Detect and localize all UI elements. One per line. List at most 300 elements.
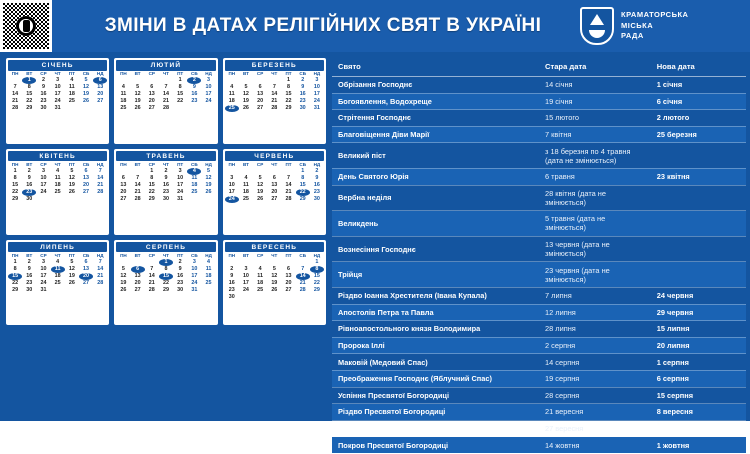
calendar-day: 4: [56, 258, 60, 265]
city-logo-line2: МІСЬКА: [621, 20, 654, 30]
calendar-day-empty: [239, 168, 253, 175]
calendar-day: 21: [97, 272, 104, 279]
calendar-day: 23: [191, 98, 198, 105]
cell-feast: Вербна неділя: [332, 185, 539, 211]
calendar-day: 18: [257, 279, 264, 286]
cell-new-date: [651, 143, 746, 169]
qr-code-icon[interactable]: [3, 3, 49, 49]
calendar-month: [223, 149, 326, 235]
calendar-day-empty: [93, 196, 107, 203]
calendar-week-row: [225, 77, 324, 84]
calendar-day: 18: [54, 272, 61, 279]
calendar-day: 29: [12, 286, 19, 293]
calendar-day: 21: [148, 279, 155, 286]
calendar-day: 11: [191, 175, 198, 182]
city-logo: [580, 0, 750, 52]
calendar-day: 1: [150, 168, 154, 175]
calendar-day: 18: [68, 91, 75, 98]
calendar-day: 15: [285, 91, 292, 98]
calendar-grid: [6, 58, 326, 416]
weekday-header: ЧТ: [271, 161, 278, 167]
calendar-day: 11: [120, 91, 127, 98]
calendar-day: 30: [26, 196, 33, 203]
weekday-header: ПН: [11, 252, 19, 258]
cell-feast: Богоявлення, Водохреще: [332, 93, 539, 110]
calendar-week-row: [8, 105, 107, 112]
weekday-header: СР: [148, 252, 155, 258]
calendar-day: 26: [83, 98, 90, 105]
calendar-day-empty: [65, 287, 79, 294]
calendar-day: 29: [313, 286, 320, 293]
calendar-day-empty: [51, 196, 65, 203]
calendar-day: 13: [148, 91, 155, 98]
calendar-day: 6: [131, 266, 145, 273]
cell-old-date: 7 квітня: [539, 126, 651, 143]
calendar-day-empty: [281, 259, 295, 266]
calendar-day: 5: [258, 175, 262, 182]
weekday-header: ЧТ: [54, 252, 61, 258]
calendar-day: 1: [301, 168, 305, 175]
calendar-day-empty: [65, 105, 79, 112]
cell-old-date: 7 липня: [539, 287, 651, 304]
cell-new-date: 14 вересня: [651, 420, 746, 437]
calendar-day: 6: [93, 77, 107, 84]
calendar-day: 12: [83, 84, 90, 91]
weekday-header: ПТ: [177, 252, 184, 258]
weekday-header: СБ: [82, 161, 90, 167]
calendar-day-empty: [116, 77, 130, 84]
calendar-day: 5: [136, 84, 140, 91]
cell-feast: Апостолів Петра та Павла: [332, 304, 539, 321]
weekday-header: ПТ: [285, 161, 292, 167]
calendar-table: [8, 162, 107, 203]
calendar-day: 15: [148, 182, 155, 189]
calendar-day: 13: [83, 175, 90, 182]
cell-new-date: [651, 262, 746, 288]
weekday-header: ПН: [228, 71, 236, 76]
cell-old-date: 19 січня: [539, 93, 651, 110]
weekday-header: СБ: [82, 71, 90, 76]
calendar-day: 4: [187, 168, 201, 175]
cell-old-date: 28 липня: [539, 321, 651, 338]
calendar-table: [8, 253, 107, 294]
calendar-day: 11: [205, 265, 212, 272]
calendar-day: 26: [271, 286, 278, 293]
calendar-week-row: [116, 280, 215, 287]
calendar-day: 14: [296, 273, 310, 280]
cell-old-date: 15 лютого: [539, 110, 651, 127]
calendar-day: 1: [178, 77, 182, 84]
calendar-day: 8: [13, 175, 17, 182]
calendar-day: 16: [313, 182, 320, 189]
calendar-day-empty: [65, 196, 79, 203]
calendar-day: 12: [271, 272, 278, 279]
calendar-day-empty: [131, 259, 145, 266]
column-header-old-date: Стара дата: [539, 58, 651, 77]
calendar-day: 13: [120, 182, 127, 189]
calendar-day: 2: [187, 77, 201, 84]
calendar-week-row: [8, 77, 107, 84]
calendar-day: 10: [54, 84, 61, 91]
calendar-day: 7: [164, 84, 168, 91]
calendar-week-row: [116, 287, 215, 294]
calendar-day: 25: [242, 196, 249, 203]
calendar-week-row: [8, 273, 107, 280]
calendar-day: 20: [285, 279, 292, 286]
calendar-day-empty: [173, 105, 187, 112]
calendar-week-row: [8, 182, 107, 189]
calendar-day: 25: [68, 98, 75, 105]
calendar-day: 25: [205, 279, 212, 286]
calendar-day: 12: [257, 182, 264, 189]
calendar-day-empty: [116, 259, 130, 266]
page-title: ЗМІНИ В ДАТАХ РЕЛІГІЙНИХ СВЯТ В УКРАЇНІ: [104, 15, 542, 36]
calendar-day: 17: [40, 272, 47, 279]
calendar-day: 11: [228, 91, 235, 98]
calendar-day: 17: [40, 182, 47, 189]
calendar-month: [6, 240, 109, 326]
weekday-header: ПТ: [68, 161, 75, 167]
cell-feast: Рівноапостольного князя Володимира: [332, 321, 539, 338]
calendar-day: 4: [207, 258, 211, 265]
calendar-month: [6, 149, 109, 235]
calendar-day: 21: [97, 182, 104, 189]
weekday-header: ПТ: [68, 252, 75, 258]
weekday-header: НД: [96, 71, 104, 76]
weekday-header: НД: [313, 161, 321, 167]
calendar-day-empty: [79, 196, 93, 203]
calendar-day: 2: [301, 77, 305, 84]
calendar-day: 22: [12, 189, 19, 196]
calendar-day: 7: [13, 84, 17, 91]
calendar-day: 15: [8, 273, 22, 280]
calendar-week-row: [225, 98, 324, 105]
calendar-month-name: ЛИПЕНЬ: [8, 242, 107, 253]
calendar-week-row: [116, 105, 215, 112]
calendar-day: 26: [68, 189, 75, 196]
calendar-table: [116, 72, 215, 113]
weekday-header: ПН: [228, 161, 236, 167]
calendar-day: 28: [299, 286, 306, 293]
cell-old-date: 14 жовтня: [539, 437, 651, 454]
calendar-day: 16: [228, 279, 235, 286]
calendar-day-empty: [201, 105, 215, 112]
calendar-week-row: [8, 84, 107, 91]
calendar-day: 27: [148, 105, 155, 112]
calendar-day: 5: [84, 77, 88, 84]
calendar-day: 1: [22, 77, 36, 84]
calendar-day: 30: [177, 286, 184, 293]
calendar-day: 27: [83, 189, 90, 196]
calendar-day: 14: [97, 175, 104, 182]
cell-old-date: 13 червня (дата не змінюється): [539, 236, 651, 262]
column-header-new-date: Нова дата: [651, 58, 746, 77]
weekday-header: ПН: [228, 252, 236, 258]
calendar-day: 27: [83, 279, 90, 286]
calendar-day: 6: [150, 84, 154, 91]
calendar-day: 14: [285, 182, 292, 189]
cell-feast: Різдво Пресвятої Богородиці: [332, 404, 539, 421]
calendar-day: 31: [54, 105, 61, 112]
calendar-day: 9: [41, 84, 45, 91]
weekday-header: ПН: [120, 71, 127, 76]
header-bar: [0, 0, 750, 52]
weekday-header: СБ: [191, 161, 198, 167]
calendar-day: 11: [54, 175, 61, 182]
weekday-header: СР: [40, 161, 47, 167]
table-row: [332, 420, 746, 437]
calendar-day: 12: [242, 91, 249, 98]
weekday-header: ВТ: [134, 252, 141, 258]
cell-feast: Обрізання Господнє: [332, 77, 539, 94]
calendar-day: 1: [287, 77, 290, 84]
cell-old-date: 28 квітня (дата не змінюється): [539, 185, 651, 211]
cell-feast: Стрітення Господнє: [332, 110, 539, 127]
calendar-day: 21: [162, 98, 169, 105]
calendar-month-name: СЕРПЕНЬ: [116, 242, 215, 253]
calendar-week-row: [8, 259, 107, 266]
cell-feast: Трійця: [332, 262, 539, 288]
weekday-header: НД: [313, 252, 321, 258]
calendar-day: 19: [242, 98, 249, 105]
calendar-day: 17: [242, 279, 249, 286]
calendar-day: 19: [134, 98, 141, 105]
calendar-day: 6: [121, 175, 125, 182]
calendar-day: 8: [178, 84, 182, 91]
calendar-day: 22: [26, 98, 33, 105]
table-row: [332, 437, 746, 454]
calendar-month-name: КВІТЕНЬ: [8, 151, 107, 162]
calendar-day: 7: [272, 84, 276, 91]
cell-feast: Преображення Господнє (Яблучний Спас): [332, 370, 539, 387]
weekday-header: ПН: [120, 161, 127, 167]
calendar-day-empty: [281, 294, 295, 301]
calendar-day: 11: [243, 182, 249, 189]
calendar-day: 31: [191, 286, 198, 293]
calendar-day-empty: [79, 105, 93, 112]
calendar-day: 9: [27, 175, 31, 182]
calendar-day: 23: [299, 98, 306, 105]
calendar-table: [225, 72, 324, 113]
calendar-day: 31: [177, 196, 184, 203]
calendar-day: 3: [192, 258, 196, 265]
cell-new-date: 25 березня: [651, 126, 746, 143]
calendar-day: 25: [54, 189, 61, 196]
weekday-header: ВТ: [242, 252, 249, 258]
calendar-day: 7: [136, 175, 140, 182]
calendar-day: 13: [271, 182, 278, 189]
calendar-day: 12: [134, 91, 141, 98]
calendar-day: 5: [70, 168, 74, 175]
weekday-header: СР: [148, 71, 155, 76]
calendar-day: 10: [40, 175, 47, 182]
table-row: [332, 354, 746, 371]
weekday-header: СБ: [191, 252, 198, 258]
calendar-day: 19: [83, 91, 90, 98]
weekday-header: НД: [205, 161, 212, 167]
calendar-day-empty: [281, 168, 295, 175]
calendar-day: 28: [271, 105, 278, 112]
calendar-day: 26: [120, 286, 127, 293]
calendar-day: 21: [299, 279, 306, 286]
calendar-day-empty: [187, 105, 201, 112]
calendar-day: 3: [207, 77, 211, 84]
calendar-day: 13: [134, 272, 141, 279]
weekday-header: СР: [256, 252, 264, 258]
cell-old-date: 27 вересня: [539, 420, 651, 437]
weekday-header: ЧТ: [271, 252, 278, 258]
calendar-day: 2: [41, 77, 45, 84]
calendar-day: 29: [299, 196, 306, 203]
calendar-week-row: [225, 84, 324, 91]
calendar-day: 16: [26, 272, 33, 279]
calendar-week-row: [116, 266, 215, 273]
calendar-day: 29: [12, 196, 19, 203]
weekday-header: СБ: [299, 252, 306, 258]
cell-feast: Успіння Пресвятої Богородиці: [332, 387, 539, 404]
calendar-day-empty: [253, 259, 267, 266]
calendar-day: 3: [41, 258, 45, 265]
calendar-month-name: СІЧЕНЬ: [8, 60, 107, 71]
calendar-week-row: [8, 287, 107, 294]
calendar-day: 10: [177, 175, 184, 182]
calendar-day: 23: [162, 189, 169, 196]
calendar-day: 4: [244, 175, 248, 182]
weekday-header: СБ: [191, 71, 198, 76]
calendar-day: 20: [257, 98, 264, 105]
cell-feast: Воздвиження Хреста Господнього: [332, 420, 539, 437]
calendar-day: 6: [258, 84, 262, 91]
calendar-day: 13: [83, 265, 90, 272]
calendar-day: 20: [148, 98, 155, 105]
calendar-week-row: [8, 280, 107, 287]
cell-new-date: 1 серпня: [651, 354, 746, 371]
weekday-header: ПТ: [177, 161, 184, 167]
calendar-day: 2: [164, 168, 168, 175]
calendar-day-empty: [310, 294, 324, 301]
table-row: [332, 211, 746, 237]
calendar-day-empty: [296, 294, 310, 301]
calendar-day: 20: [97, 91, 104, 98]
calendar-day-empty: [267, 77, 281, 84]
cell-new-date: 24 червня: [651, 287, 746, 304]
weekday-header: СБ: [82, 252, 90, 258]
calendar-day: 4: [56, 168, 60, 175]
calendar-day: 8: [164, 265, 168, 272]
calendar-day: 26: [68, 279, 75, 286]
calendar-day: 8: [150, 175, 154, 182]
calendar-week-row: [116, 273, 215, 280]
calendar-day: 10: [40, 265, 47, 272]
cell-feast: Різдво Іоанна Хрестителя (Івана Купала): [332, 287, 539, 304]
calendar-week-row: [225, 105, 324, 112]
cell-new-date: 1 січня: [651, 77, 746, 94]
calendar-month: [114, 58, 217, 144]
cell-old-date: 14 січня: [539, 77, 651, 94]
calendar-table: [8, 72, 107, 113]
calendar-day: 14: [162, 91, 169, 98]
calendar-day: 16: [191, 91, 198, 98]
calendar-day: 6: [287, 265, 290, 272]
calendar-week-row: [116, 91, 215, 98]
weekday-header: ПТ: [177, 71, 184, 76]
cell-old-date: 12 липня: [539, 304, 651, 321]
calendar-day: 27: [97, 98, 104, 105]
calendar-week-row: [8, 266, 107, 273]
calendar-week-row: [225, 294, 324, 301]
calendar-day: 15: [313, 272, 320, 279]
calendar-day: 11: [68, 84, 75, 91]
calendar-day: 8: [310, 266, 324, 273]
weekday-header: НД: [205, 252, 212, 258]
cell-old-date: 28 серпня: [539, 387, 651, 404]
calendar-day-empty: [79, 287, 93, 294]
calendar-week-row: [8, 175, 107, 182]
calendar-day: 28: [97, 279, 104, 286]
calendar-week-row: [225, 168, 324, 175]
calendar-day: 3: [178, 168, 182, 175]
calendar-day: 16: [40, 91, 47, 98]
calendar-week-row: [8, 189, 107, 196]
cell-old-date: 23 червня (дата не змінюється): [539, 262, 651, 288]
calendar-month: [114, 149, 217, 235]
calendar-day: 14: [271, 91, 278, 98]
calendar-day: 22: [313, 279, 320, 286]
calendar-day-empty: [296, 259, 310, 266]
weekday-header: ПТ: [68, 71, 75, 76]
weekday-header: СБ: [299, 161, 306, 167]
calendar-day: 2: [27, 168, 31, 175]
calendar-day-empty: [253, 168, 267, 175]
cell-new-date: 2 лютого: [651, 110, 746, 127]
calendar-day: 29: [285, 105, 292, 112]
calendar-week-row: [225, 91, 324, 98]
table-row: [332, 370, 746, 387]
calendar-week-row: [116, 259, 215, 266]
calendar-day: 20: [134, 279, 141, 286]
calendar-day: 2: [27, 258, 31, 265]
calendar-day: 16: [299, 91, 306, 98]
calendar-month-name: БЕРЕЗЕНЬ: [225, 60, 324, 71]
calendar-day: 24: [313, 98, 320, 105]
calendar-day: 5: [70, 258, 74, 265]
calendar-day: 28: [97, 189, 104, 196]
calendar-day: 10: [228, 182, 235, 189]
calendar-day: 6: [84, 258, 88, 265]
weekday-header: ВТ: [134, 161, 141, 167]
calendar-day: 28: [12, 105, 19, 112]
calendar-day: 22: [162, 279, 169, 286]
calendar-table: [225, 253, 324, 301]
weekday-header: ВТ: [26, 71, 33, 76]
calendar-month-name: ЛЮТИЙ: [116, 60, 215, 71]
calendar-day: 24: [191, 279, 198, 286]
calendar-day: 18: [54, 182, 61, 189]
weekday-header: НД: [96, 161, 104, 167]
calendar-day-empty: [253, 77, 267, 84]
calendar-day: 19: [257, 189, 264, 196]
calendar-week-row: [116, 77, 215, 84]
calendar-day: 9: [315, 175, 319, 182]
calendar-day: 4: [121, 84, 125, 91]
calendar-day: 28: [162, 105, 169, 112]
calendar-day: 21: [12, 98, 19, 105]
calendar-day: 30: [26, 286, 33, 293]
calendar-day-empty: [253, 294, 267, 301]
calendar-day: 17: [54, 91, 61, 98]
qr-code-block[interactable]: [0, 0, 52, 52]
cell-old-date: 2 серпня: [539, 337, 651, 354]
